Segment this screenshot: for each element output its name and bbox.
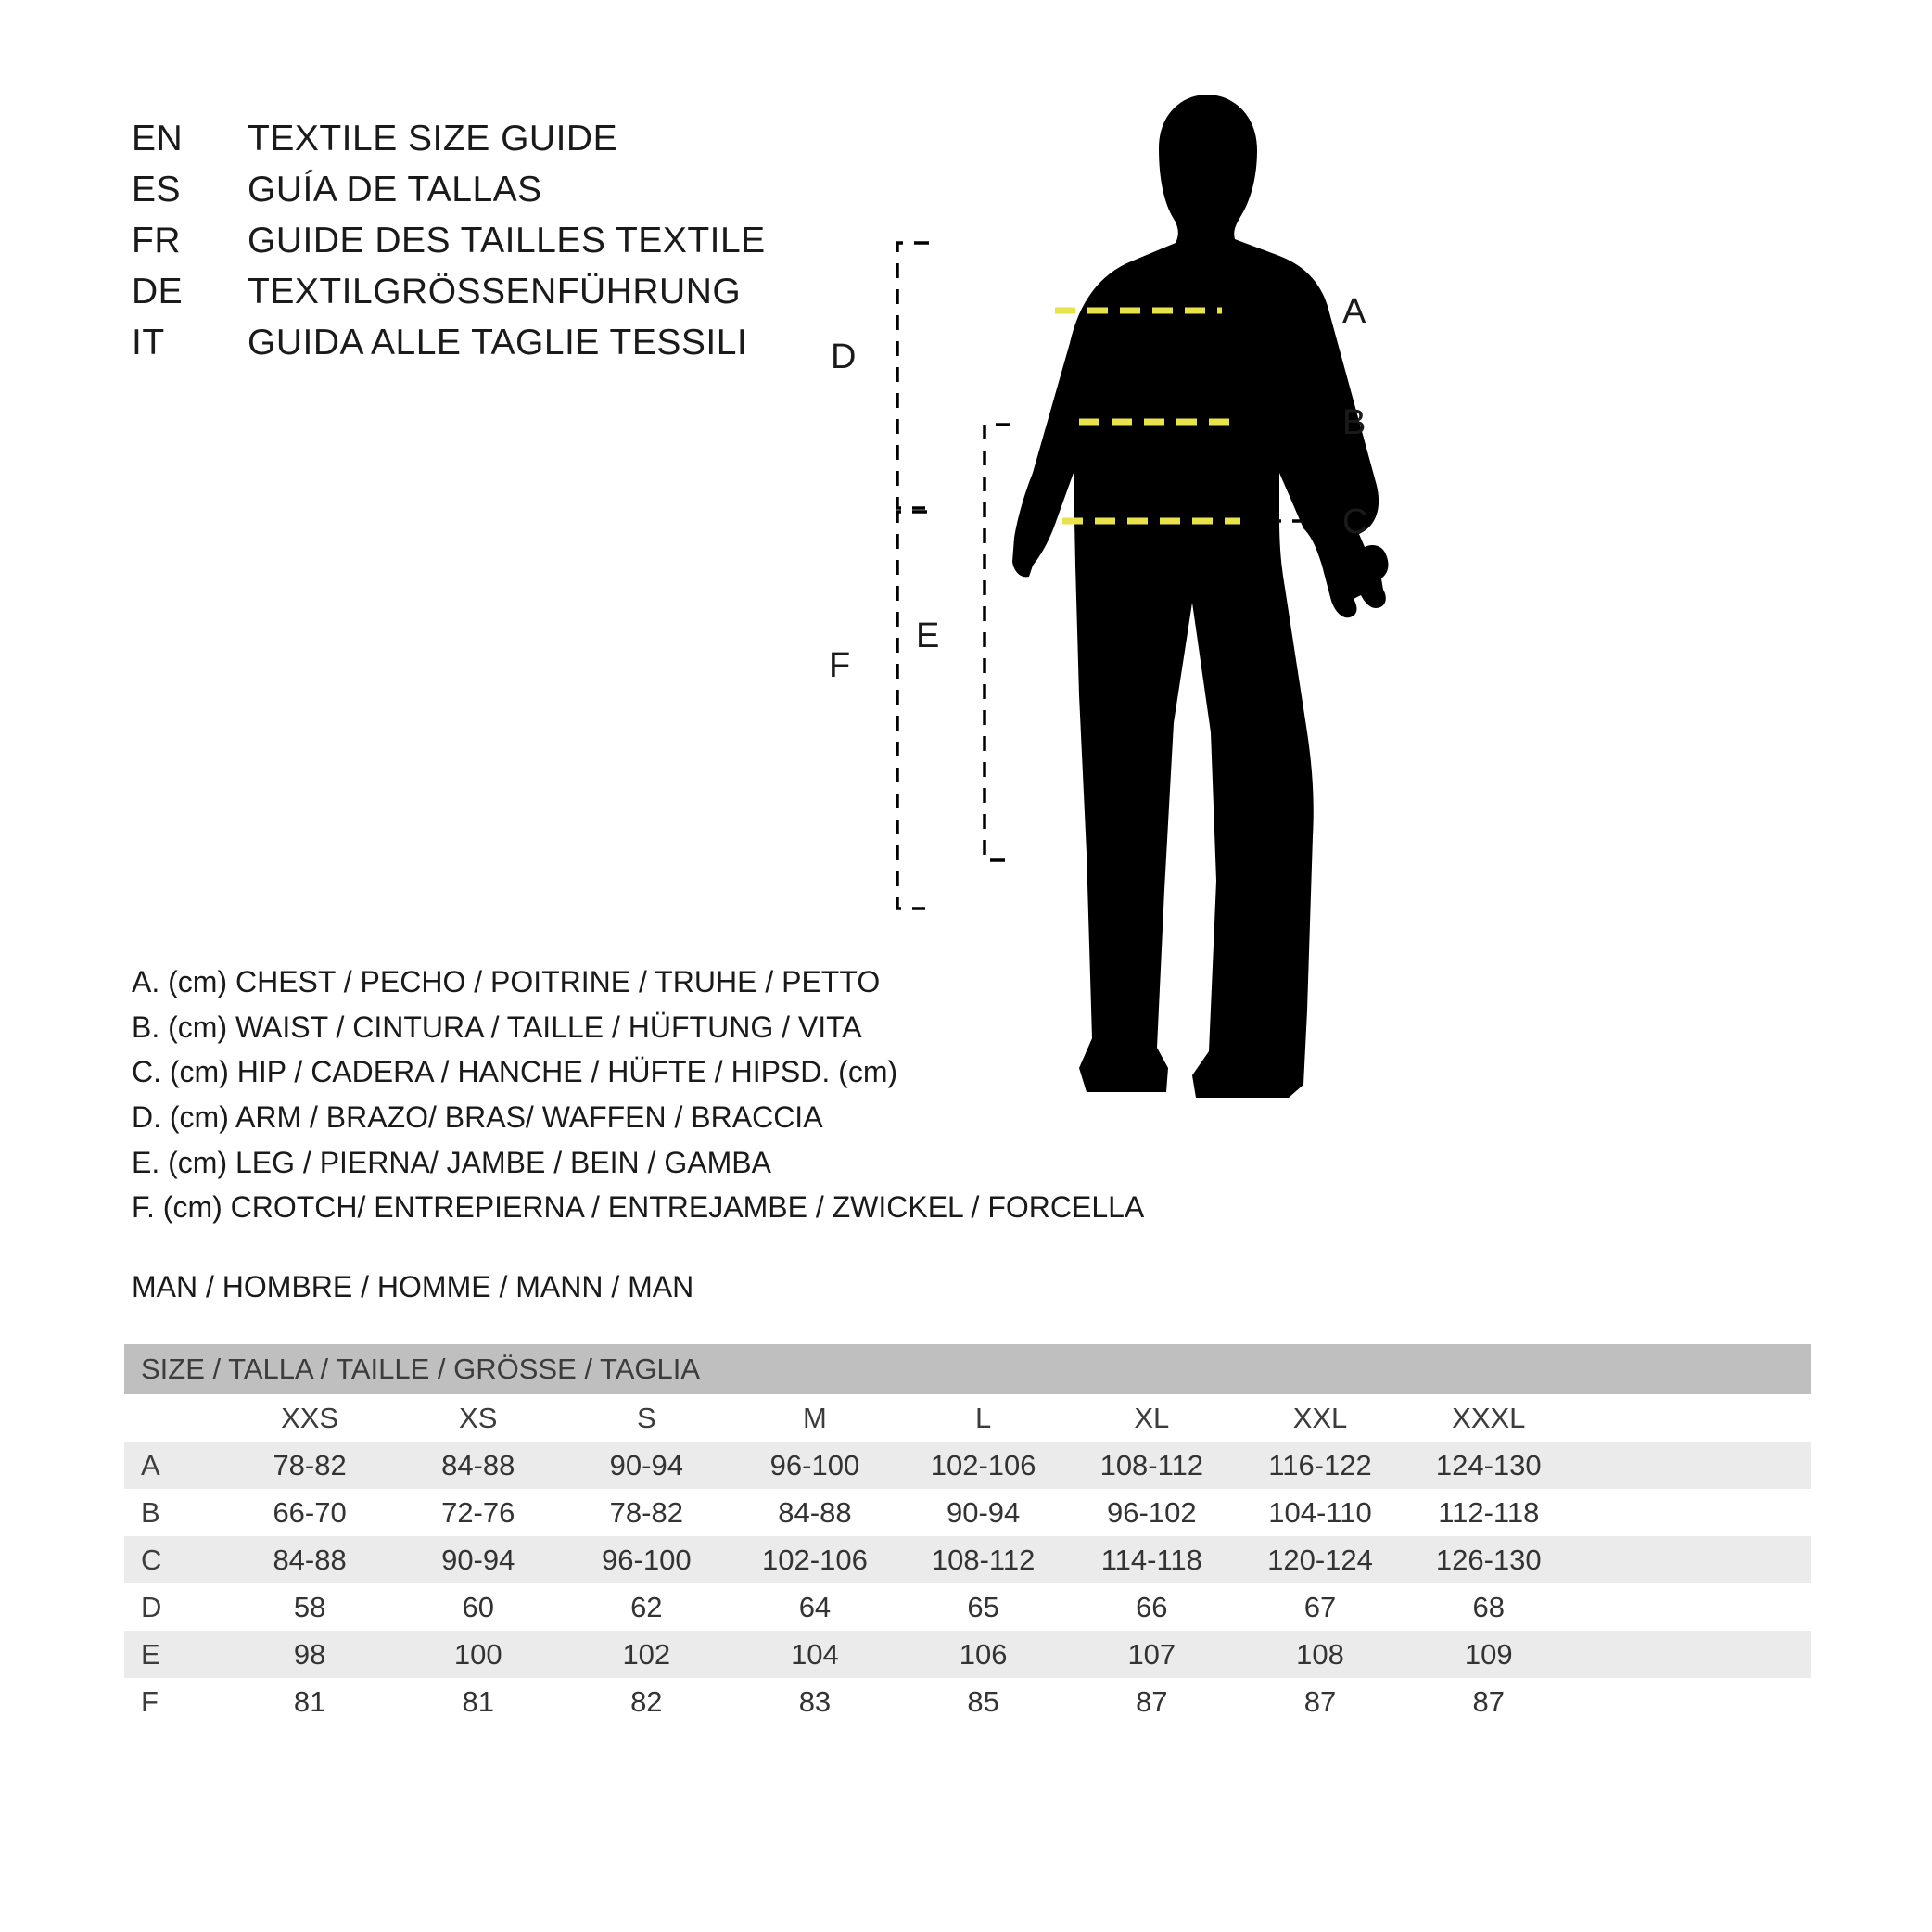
cell-f-m: 83 bbox=[731, 1678, 899, 1725]
cell-f-xl: 87 bbox=[1067, 1678, 1236, 1725]
cell-c-l: 108-112 bbox=[899, 1536, 1068, 1583]
size-header-xl: XL bbox=[1067, 1394, 1236, 1442]
legend-item-d: D. (cm) ARM / BRAZO/ BRAS/ WAFFEN / BRACCIA bbox=[132, 1099, 823, 1134]
cell-c-m: 102-106 bbox=[731, 1536, 899, 1583]
cell-d-xl: 66 bbox=[1067, 1583, 1236, 1631]
cell-c-s: 96-100 bbox=[563, 1536, 731, 1583]
title-row bbox=[132, 221, 966, 272]
cell-a-xl: 108-112 bbox=[1067, 1442, 1236, 1489]
legend-item-a: A. (cm) CHEST / PECHO / POITRINE / TRUHE / PETTO bbox=[132, 965, 881, 998]
table-pad-cell bbox=[1573, 1489, 1811, 1536]
cell-e-l: 106 bbox=[899, 1631, 1068, 1678]
cell-e-s: 102 bbox=[563, 1631, 731, 1678]
cell-a-l: 102-106 bbox=[899, 1442, 1068, 1489]
legend-item-b: B. (cm) WAIST / CINTURA / TAILLE / HÜFTUNG / VITA bbox=[132, 1010, 862, 1044]
gender-label: MAN / HOMBRE / HOMME / MANN / MAN bbox=[132, 1270, 694, 1303]
title-lang-en: EN bbox=[132, 119, 184, 159]
cell-d-xxl: 67 bbox=[1236, 1583, 1405, 1631]
row-label-f: F bbox=[124, 1678, 225, 1725]
legend-item-c: C. (cm) HIP / CADERA / HANCHE / HÜFTE / HIPSD. (cm) bbox=[132, 1055, 898, 1089]
table-header-row bbox=[124, 1394, 1811, 1442]
title-text-de: TEXTILGRÖSSENFÜHRUNG bbox=[248, 272, 742, 311]
title-text-en: TEXTILE SIZE GUIDE bbox=[248, 119, 618, 159]
cell-b-xl: 96-102 bbox=[1067, 1489, 1236, 1536]
row-label-b: B bbox=[124, 1489, 225, 1536]
cell-a-xs: 84-88 bbox=[394, 1442, 563, 1489]
cell-c-xxl: 120-124 bbox=[1236, 1536, 1405, 1583]
cell-f-l: 85 bbox=[899, 1678, 1068, 1725]
cell-a-xxl: 116-122 bbox=[1236, 1442, 1405, 1489]
cell-b-xxxl: 112-118 bbox=[1405, 1489, 1573, 1536]
callout-label-b: B bbox=[1342, 403, 1366, 442]
title-lang-de: DE bbox=[132, 272, 184, 311]
size-header-xxs: XXS bbox=[225, 1394, 394, 1442]
size-header-l: L bbox=[899, 1394, 1068, 1442]
size-header-xxl: XXL bbox=[1236, 1394, 1405, 1442]
cell-d-xxxl: 68 bbox=[1405, 1583, 1573, 1631]
table-pad-cell bbox=[1573, 1678, 1811, 1725]
legend-item-f: F. (cm) CROTCH/ ENTREPIERNA / ENTREJAMBE / ZWICKEL / FORCELLA bbox=[132, 1190, 1145, 1225]
title-text-it: GUIDA ALLE TAGLIE TESSILI bbox=[248, 323, 748, 362]
cell-d-m: 64 bbox=[731, 1583, 899, 1631]
size-header-xs: XS bbox=[394, 1394, 563, 1442]
bracket-e bbox=[985, 425, 1010, 860]
cell-c-xxxl: 126-130 bbox=[1405, 1536, 1573, 1583]
callout-label-a: A bbox=[1342, 292, 1366, 331]
cell-c-xxs: 84-88 bbox=[225, 1536, 394, 1583]
row-label-a: A bbox=[124, 1442, 225, 1489]
cell-c-xl: 114-118 bbox=[1067, 1536, 1236, 1583]
title-row bbox=[132, 119, 966, 170]
title-text-fr: GUIDE DES TAILLES TEXTILE bbox=[248, 221, 766, 261]
legend-item-e: E. (cm) LEG / PIERNA/ JAMBE / BEIN / GAMBA bbox=[132, 1145, 771, 1179]
cell-f-xs: 81 bbox=[394, 1678, 563, 1725]
title-lang-es: ES bbox=[132, 170, 182, 210]
cell-e-m: 104 bbox=[731, 1631, 899, 1678]
bracket-f bbox=[897, 512, 927, 909]
callout-label-c: C bbox=[1342, 502, 1368, 541]
cell-a-m: 96-100 bbox=[731, 1442, 899, 1489]
table-row bbox=[124, 1442, 1811, 1489]
bracket-label-f: F bbox=[829, 646, 851, 685]
size-table bbox=[124, 1344, 1811, 1725]
cell-b-xs: 72-76 bbox=[394, 1489, 563, 1536]
bracket-label-d: D bbox=[831, 337, 857, 376]
cell-b-m: 84-88 bbox=[731, 1489, 899, 1536]
table-row bbox=[124, 1489, 1811, 1536]
cell-d-xxs: 58 bbox=[225, 1583, 394, 1631]
size-header-s: S bbox=[563, 1394, 731, 1442]
cell-d-l: 65 bbox=[899, 1583, 1068, 1631]
table-pad-cell bbox=[1573, 1631, 1811, 1678]
row-label-e: E bbox=[124, 1631, 225, 1678]
cell-e-xl: 107 bbox=[1067, 1631, 1236, 1678]
cell-b-xxl: 104-110 bbox=[1236, 1489, 1405, 1536]
title-lang-it: IT bbox=[132, 323, 165, 362]
table-band-label: SIZE / TALLA / TAILLE / GRÖSSE / TAGLIA bbox=[124, 1344, 1811, 1394]
title-text-es: GUÍA DE TALLAS bbox=[248, 170, 542, 210]
row-label-c: C bbox=[124, 1536, 225, 1583]
cell-a-xxxl: 124-130 bbox=[1405, 1442, 1573, 1489]
table-corner-cell bbox=[124, 1394, 225, 1442]
cell-b-xxs: 66-70 bbox=[225, 1489, 394, 1536]
title-block bbox=[132, 119, 966, 374]
table-row bbox=[124, 1631, 1811, 1678]
cell-f-xxxl: 87 bbox=[1405, 1678, 1573, 1725]
title-lang-fr: FR bbox=[132, 221, 181, 261]
cell-d-s: 62 bbox=[563, 1583, 731, 1631]
title-row bbox=[132, 170, 966, 221]
table-row bbox=[124, 1583, 1811, 1631]
cell-e-xs: 100 bbox=[394, 1631, 563, 1678]
cell-d-xs: 60 bbox=[394, 1583, 563, 1631]
cell-a-xxs: 78-82 bbox=[225, 1442, 394, 1489]
cell-c-xs: 90-94 bbox=[394, 1536, 563, 1583]
table-pad-cell bbox=[1573, 1394, 1811, 1442]
cell-a-s: 90-94 bbox=[563, 1442, 731, 1489]
table-row bbox=[124, 1678, 1811, 1725]
legend-block bbox=[132, 960, 1226, 1230]
size-header-m: M bbox=[731, 1394, 899, 1442]
table-row bbox=[124, 1536, 1811, 1583]
bracket-label-e: E bbox=[916, 616, 940, 655]
table-pad-cell bbox=[1573, 1583, 1811, 1631]
title-row bbox=[132, 272, 966, 323]
cell-b-l: 90-94 bbox=[899, 1489, 1068, 1536]
cell-f-xxs: 81 bbox=[225, 1678, 394, 1725]
cell-e-xxs: 98 bbox=[225, 1631, 394, 1678]
cell-b-s: 78-82 bbox=[563, 1489, 731, 1536]
cell-e-xxl: 108 bbox=[1236, 1631, 1405, 1678]
table-pad-cell bbox=[1573, 1536, 1811, 1583]
table-band-row bbox=[124, 1344, 1811, 1394]
size-header-xxxl: XXXL bbox=[1405, 1394, 1573, 1442]
row-label-d: D bbox=[124, 1583, 225, 1631]
cell-f-xxl: 87 bbox=[1236, 1678, 1405, 1725]
cell-f-s: 82 bbox=[563, 1678, 731, 1725]
man-silhouette-icon bbox=[1012, 95, 1388, 1098]
table-pad-cell bbox=[1573, 1442, 1811, 1489]
cell-e-xxxl: 109 bbox=[1405, 1631, 1573, 1678]
